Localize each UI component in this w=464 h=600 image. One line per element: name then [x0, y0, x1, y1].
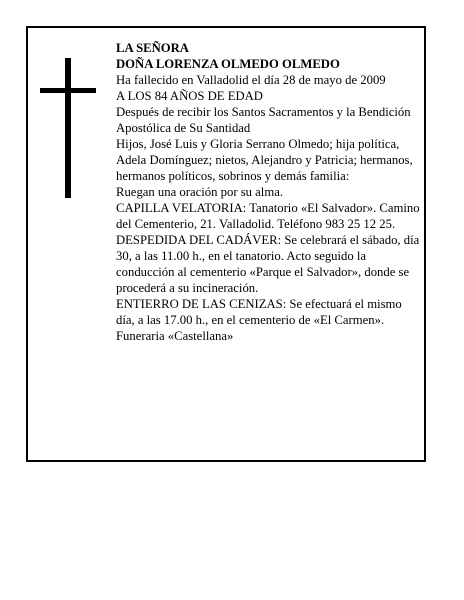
age-statement: A LOS 84 AÑOS DE EDAD	[116, 89, 263, 103]
latin-cross-icon	[40, 58, 96, 198]
farewell-info: DESPEDIDA DEL CADÁVER: Se celebrará el sábado, día 30, a las 11.00 h., en el tanatorio. Acto seguido la conducción al cementerio «Parque el Salvador», donde se procederá a su incineración.	[116, 233, 420, 295]
prayer-request: Ruegan una oración por su alma.	[116, 185, 284, 199]
death-statement: Ha fallecido en Valladolid el día 28 de mayo de 2009	[116, 73, 386, 87]
family-list: Hijos, José Luis y Gloria Serrano Olmedo; hija política, Adela Domínguez; nietos, Alejandro y Patricia; hermanos, hermanos políticos, sobrinos y demás familia:	[116, 137, 413, 183]
cross-horizontal-bar	[40, 88, 96, 93]
burial-info: ENTIERRO DE LAS CENIZAS: Se efectuará el mismo día, a las 17.00 h., en el cementerio de «El Carmen».	[116, 297, 402, 327]
sacraments-statement: Después de recibir los Santos Sacramentos y la Bendición Apostólica de Su Santidad	[116, 105, 411, 135]
obituary-notice	[26, 26, 426, 462]
chapel-info: CAPILLA VELATORIA: Tanatorio «El Salvador». Camino del Cementerio, 21. Valladolid. Teléfono 983 25 12 25.	[116, 201, 420, 231]
notice-title: LA SEÑORA	[116, 41, 189, 55]
deceased-name: DOÑA LORENZA OLMEDO OLMEDO	[116, 57, 340, 71]
funeral-home: Funeraria «Castellana»	[116, 329, 234, 343]
notice-text	[116, 40, 420, 344]
cross-vertical-bar	[65, 58, 71, 198]
